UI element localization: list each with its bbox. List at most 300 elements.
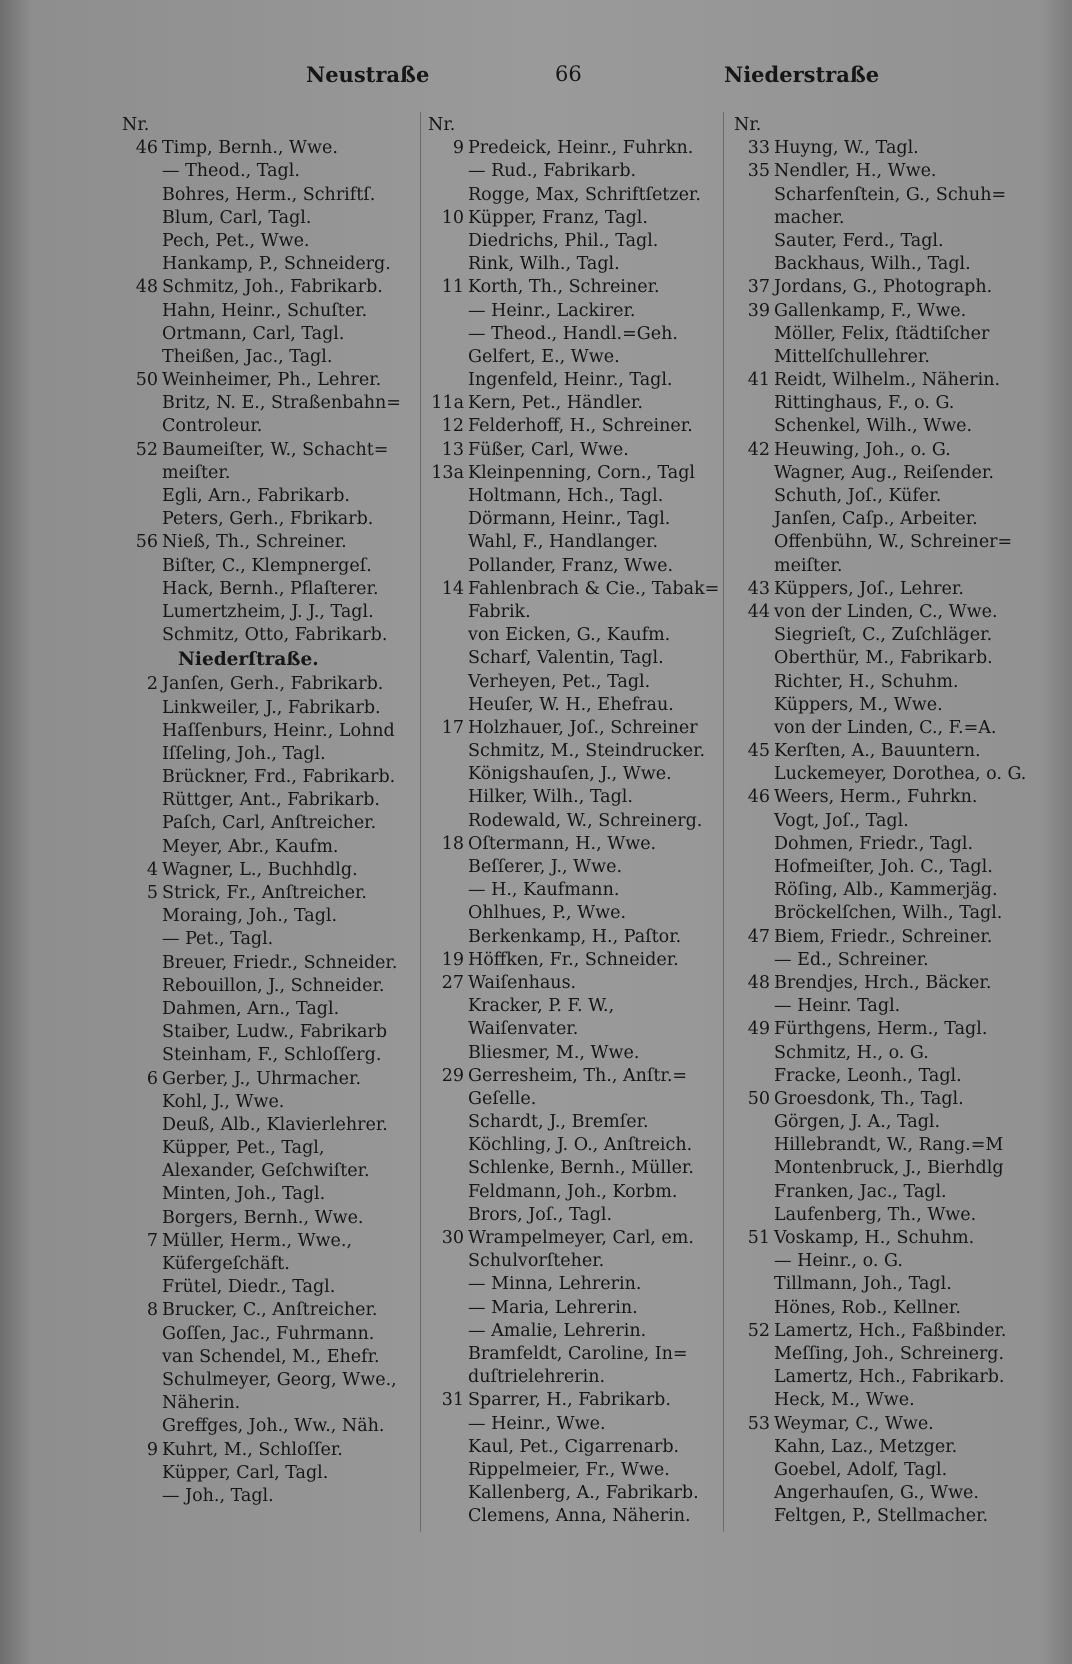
directory-entry — [118, 1044, 438, 1067]
entry-text: Gerber, J., Uhrmacher. — [162, 1068, 362, 1089]
entry-text: Strick, Fr., Anſtreicher. — [162, 883, 367, 903]
directory-entry — [730, 392, 1060, 415]
entry-text: Niederſtraße. — [178, 649, 319, 671]
entry-text: Kaul, Pet., Cigarrenarb. — [468, 1436, 680, 1457]
house-number: 4 — [146, 859, 158, 880]
directory-entry — [424, 137, 744, 160]
directory-entry — [730, 1088, 1060, 1111]
entry-text: Dahmen, Arn., Tagl. — [162, 998, 340, 1019]
directory-entry — [118, 601, 438, 624]
entry-text: Küpper, Carl, Tagl. — [162, 1462, 329, 1483]
entry-text: Schlenke, Bernh., Müller. — [468, 1158, 694, 1179]
directory-entry — [730, 671, 1060, 694]
directory-entry — [118, 1346, 438, 1369]
directory-entry — [730, 1436, 1060, 1459]
directory-entry — [424, 671, 744, 694]
directory-entry — [730, 1389, 1060, 1412]
directory-entry — [424, 879, 744, 902]
entry-text: Schulvorſteher. — [468, 1251, 605, 1272]
entry-text: — Theod., Tagl. — [162, 161, 300, 182]
entry-text: meiſter. — [774, 555, 843, 576]
directory-entry — [118, 882, 438, 905]
entry-text: — Amalie, Lehrerin. — [468, 1320, 647, 1341]
entry-text: Füßer, Carl, Wwe. — [468, 439, 629, 460]
entry-text: Kahn, Laz., Metzger. — [774, 1436, 958, 1457]
directory-entry — [730, 1134, 1060, 1157]
entry-text: Fahlenbrach & Cie., Tabak= — [468, 578, 720, 599]
entry-text: Heuſer, W. H., Ehefrau. — [468, 694, 674, 715]
directory-entry — [730, 740, 1060, 763]
entry-text: Jordans, G., Photograph. — [774, 277, 993, 298]
directory-entry — [118, 1021, 438, 1044]
entry-text: meiſter. — [162, 462, 231, 483]
directory-entry — [730, 972, 1060, 995]
directory-entry — [730, 624, 1060, 647]
entry-text: Waiſenhaus. — [468, 972, 577, 993]
entry-text: Schuth, Joſ., Küfer. — [774, 486, 942, 506]
entry-text: Schmitz, Joh., Fabrikarb. — [162, 277, 383, 298]
entry-text: Greffges, Joh., Ww., Näh. — [162, 1416, 385, 1437]
entry-text: Lumertzheim, J. J., Tagl. — [162, 601, 374, 622]
directory-entry — [730, 717, 1060, 740]
directory-entry — [424, 786, 744, 809]
entry-text: Nr. — [122, 115, 150, 135]
house-number: 8 — [146, 1300, 158, 1321]
directory-entry — [730, 786, 1060, 809]
directory-entry — [424, 253, 744, 276]
house-number: 41 — [747, 370, 770, 391]
entry-text: Rüttger, Ant., Fabrikarb. — [162, 790, 380, 811]
house-number: 29 — [441, 1065, 464, 1086]
entry-text: Kuhrt, M., Schloſſer. — [162, 1439, 343, 1460]
directory-entry — [424, 1436, 744, 1459]
entry-text: Hönes, Rob., Kellner. — [774, 1297, 961, 1318]
entry-text: Steinham, F., Schloſſerg. — [162, 1045, 382, 1066]
house-number: 56 — [135, 532, 158, 553]
house-number: 27 — [441, 972, 464, 993]
entry-text: Borgers, Bernh., Wwe. — [162, 1207, 364, 1228]
entry-text: Egli, Arn., Fabrikarb. — [162, 486, 350, 506]
directory-entry — [730, 1250, 1060, 1273]
directory-entry — [730, 462, 1060, 485]
house-number: 46 — [135, 138, 158, 159]
house-number: 18 — [441, 833, 464, 854]
house-number: 7 — [146, 1230, 158, 1251]
entry-text: — Heinr., Wwe. — [468, 1413, 606, 1434]
house-number: 9 — [146, 1439, 158, 1460]
entry-text: — Minna, Lehrerin. — [468, 1274, 642, 1295]
directory-entry — [730, 230, 1060, 253]
directory-entry — [118, 998, 438, 1021]
directory-entry — [118, 578, 438, 601]
entry-text: Ohlhues, P., Wwe. — [468, 903, 627, 924]
directory-entry — [424, 717, 744, 740]
directory-entry — [424, 1204, 744, 1227]
directory-entry — [118, 1369, 438, 1392]
entry-text: Pech, Pet., Wwe. — [162, 230, 310, 251]
directory-entry — [424, 1157, 744, 1180]
directory-entry — [730, 1042, 1060, 1065]
entry-text: Richter, H., Schuhm. — [774, 671, 959, 692]
directory-entry — [730, 902, 1060, 925]
entry-text: Offenbühn, W., Schreiner= — [774, 532, 1013, 553]
directory-entry — [118, 859, 438, 882]
entry-text: von der Linden, C., F.=A. — [774, 717, 997, 738]
directory-entry — [424, 300, 744, 323]
entry-text: Minten, Joh., Tagl. — [162, 1184, 326, 1205]
entry-text: Ortmann, Carl, Tagl. — [162, 323, 345, 344]
entry-text: Rippelmeier, Fr., Wwe. — [468, 1459, 670, 1480]
entry-text: Müller, Herm., Wwe., — [162, 1230, 353, 1251]
entry-text: Königshauſen, J., Wwe. — [468, 764, 672, 785]
entry-text: duſtrielehrerin. — [468, 1367, 606, 1388]
entry-text: Nr. — [428, 115, 456, 135]
directory-entry — [118, 1439, 438, 1462]
entry-text: Biem, Friedr., Schreiner. — [774, 926, 993, 947]
entry-text: macher. — [774, 207, 845, 228]
directory-entry — [424, 740, 744, 763]
house-number: 48 — [747, 972, 770, 993]
entry-text: Korth, Th., Schreiner. — [468, 277, 660, 298]
directory-entry — [118, 346, 438, 369]
entry-text: Biſter, C., Klempnergeſ. — [162, 555, 372, 576]
directory-entry — [424, 439, 744, 462]
directory-entry — [424, 902, 744, 925]
directory-entry — [730, 1297, 1060, 1320]
entry-text: Moraing, Joh., Tagl. — [162, 906, 338, 927]
directory-entry — [424, 1389, 744, 1412]
directory-entry — [118, 1207, 438, 1230]
entry-text: Iſſeling, Joh., Tagl. — [162, 743, 326, 764]
directory-entry — [118, 1114, 438, 1137]
directory-entry — [424, 184, 744, 207]
house-number: 53 — [747, 1413, 770, 1434]
entry-text: — Joh., Tagl. — [162, 1485, 274, 1506]
house-number: 35 — [747, 161, 770, 182]
directory-entry — [730, 694, 1060, 717]
directory-entry — [424, 1134, 744, 1157]
directory-entry — [424, 1227, 744, 1250]
entry-text: Montenbruck, J., Bierhdlg — [774, 1158, 1004, 1179]
column-header — [424, 114, 744, 137]
entry-text: Heck, M., Wwe. — [774, 1390, 915, 1411]
directory-entry — [118, 137, 438, 160]
entry-text: Baumeiſter, W., Schacht= — [162, 439, 389, 460]
entry-text: Sauter, Ferd., Tagl. — [774, 230, 944, 251]
entry-text: Vogt, Joſ., Tagl. — [774, 810, 909, 831]
entry-text: Theißen, Jac., Tagl. — [162, 346, 333, 367]
directory-entry — [424, 647, 744, 670]
entry-text: Hilker, Wilh., Tagl. — [468, 787, 633, 808]
entry-text: Kallenberg, A., Fabrikarb. — [468, 1483, 699, 1504]
directory-entry — [730, 184, 1060, 207]
entry-text: Meyer, Abr., Kaufm. — [162, 836, 339, 857]
directory-entry — [118, 415, 438, 438]
entry-text: Rogge, Max, Schriftſetzer. — [468, 184, 701, 205]
entry-text: Holzhauer, Joſ., Schreiner — [468, 717, 698, 738]
directory-entry — [730, 926, 1060, 949]
entry-text: — Rud., Fabrikarb. — [468, 161, 637, 182]
directory-entry — [118, 1323, 438, 1346]
entry-text: Lamertz, Hch., Fabrikarb. — [774, 1367, 1005, 1388]
entry-text: — H., Kaufmann. — [468, 880, 620, 901]
directory-entry — [424, 392, 744, 415]
directory-entry — [730, 253, 1060, 276]
directory-entry — [118, 766, 438, 789]
directory-entry — [118, 439, 438, 462]
directory-entry — [424, 578, 744, 601]
directory-entry — [424, 207, 744, 230]
house-number: 52 — [747, 1320, 770, 1341]
house-number: 19 — [441, 949, 464, 970]
directory-entry — [118, 1415, 438, 1438]
directory-entry — [424, 1111, 744, 1134]
entry-text: Rittinghaus, F., o. G. — [774, 393, 955, 414]
entry-text: Möller, Felix, ſtädtiſcher — [774, 323, 990, 344]
entry-text: Goebel, Adolf, Tagl. — [774, 1459, 948, 1480]
entry-text: Wrampelmeyer, Carl, em. — [468, 1228, 694, 1248]
entry-text: Franken, Jac., Tagl. — [774, 1181, 947, 1202]
directory-entry — [424, 1088, 744, 1111]
directory-entry — [118, 928, 438, 951]
directory-entry — [730, 949, 1060, 972]
directory-entry — [424, 1459, 744, 1482]
directory-entry — [424, 508, 744, 531]
entry-text: Deuß, Alb., Klavierlehrer. — [162, 1114, 388, 1135]
house-number: 6 — [146, 1068, 158, 1089]
directory-column-1 — [118, 114, 438, 1508]
entry-text: Bramfeldt, Caroline, In= — [468, 1343, 688, 1364]
directory-column-3 — [730, 114, 1060, 1528]
directory-entry — [730, 1273, 1060, 1296]
entry-text: Beſſerer, J., Wwe. — [468, 857, 623, 877]
entry-text: Schardt, J., Bremſer. — [468, 1112, 649, 1133]
entry-text: Kracker, P. F. W., — [468, 996, 615, 1017]
entry-text: Luckemeyer, Dorothea, o. G. — [774, 764, 1027, 785]
house-number: 30 — [441, 1228, 464, 1248]
entry-text: Breuer, Friedr., Schneider. — [162, 952, 398, 973]
directory-entry — [730, 601, 1060, 624]
directory-entry — [424, 1343, 744, 1366]
entry-text: Kerſten, A., Bauuntern. — [774, 741, 981, 762]
house-number: 39 — [747, 300, 770, 321]
entry-text: Blum, Carl, Tagl. — [162, 207, 312, 228]
directory-entry — [424, 1065, 744, 1088]
entry-text: Diedrichs, Phil., Tagl. — [468, 230, 659, 251]
directory-entry — [424, 276, 744, 299]
house-number: 14 — [441, 578, 464, 599]
directory-entry — [424, 1413, 744, 1436]
entry-text: Scharfenſtein, G., Schuh= — [774, 184, 1007, 205]
directory-entry — [118, 323, 438, 346]
directory-entry — [730, 995, 1060, 1018]
entry-text: Brucker, C., Anſtreicher. — [162, 1300, 378, 1321]
entry-text: Bliesmer, M., Wwe. — [468, 1042, 640, 1063]
directory-entry — [730, 856, 1060, 879]
directory-entry — [118, 720, 438, 743]
house-number: 11 — [441, 277, 464, 298]
entry-text: Waiſenvater. — [468, 1019, 579, 1040]
directory-entry — [730, 810, 1060, 833]
entry-text: Schmitz, H., o. G. — [774, 1042, 929, 1063]
directory-entry — [424, 555, 744, 578]
directory-entry — [424, 601, 744, 624]
entry-text: Angerhauſen, G., Wwe. — [774, 1483, 979, 1504]
column-header — [118, 114, 438, 137]
directory-entry — [424, 1273, 744, 1296]
entry-text: Fürthgens, Herm., Tagl. — [774, 1019, 988, 1040]
house-number: 37 — [747, 277, 770, 298]
directory-entry — [424, 1297, 744, 1320]
entry-text: Wahl, F., Handlanger. — [468, 532, 659, 553]
house-number: 11a — [431, 393, 464, 414]
entry-text: Predeick, Heinr., Fuhrkn. — [468, 138, 694, 159]
entry-text: Rink, Wilh., Tagl. — [468, 254, 620, 275]
directory-entry — [424, 230, 744, 253]
entry-text: Siegrieſt, C., Zuſchläger. — [774, 625, 993, 646]
entry-text: Voskamp, H., Schuhm. — [774, 1228, 975, 1248]
entry-text: Brendjes, Hrch., Bäcker. — [774, 972, 992, 993]
entry-text: Nieß, Th., Schreiner. — [162, 532, 347, 553]
directory-entry — [118, 697, 438, 720]
entry-text: Reidt, Wilhelm., Näherin. — [774, 370, 1001, 391]
entry-text: Haſſenburs, Heinr., Lohnd — [162, 720, 395, 741]
house-number: 50 — [747, 1088, 770, 1109]
entry-text: Oberthür, M., Fabrikarb. — [774, 648, 993, 669]
entry-text: — Heinr., o. G. — [774, 1251, 903, 1272]
entry-text: Küpper, Pet., Tagl, — [162, 1138, 325, 1159]
entry-text: Hofmeiſter, Joh. C., Tagl. — [774, 857, 993, 877]
directory-entry — [424, 1042, 744, 1065]
directory-entry — [424, 323, 744, 346]
entry-text: Schulmeyer, Georg, Wwe., — [162, 1369, 397, 1390]
entry-text: Goſſen, Jac., Fuhrmann. — [162, 1323, 375, 1344]
house-number: 52 — [135, 439, 158, 460]
directory-entry — [424, 1018, 744, 1041]
directory-entry — [730, 1413, 1060, 1436]
directory-entry — [730, 1459, 1060, 1482]
directory-entry — [118, 836, 438, 859]
entry-text: Kohl, J., Wwe. — [162, 1091, 285, 1112]
directory-entry — [118, 952, 438, 975]
directory-entry — [424, 462, 744, 485]
directory-entry — [118, 1091, 438, 1114]
directory-entry — [730, 1018, 1060, 1041]
directory-entry — [118, 789, 438, 812]
entry-text: Staiber, Ludw., Fabrikarb — [162, 1022, 388, 1043]
entry-text: Hillebrandt, W., Rang.=M — [774, 1135, 1004, 1156]
entry-text: Bröckelſchen, Wilh., Tagl. — [774, 903, 1003, 924]
directory-entry — [730, 555, 1060, 578]
entry-text: Nendler, H., Wwe. — [774, 161, 937, 182]
directory-entry — [118, 1183, 438, 1206]
directory-entry — [118, 1137, 438, 1160]
directory-entry — [424, 415, 744, 438]
house-number: 9 — [452, 138, 464, 159]
directory-entry — [424, 926, 744, 949]
directory-entry — [424, 810, 744, 833]
directory-entry — [118, 1276, 438, 1299]
directory-entry — [118, 207, 438, 230]
entry-text: — Heinr., Lackirer. — [468, 300, 636, 321]
directory-entry — [424, 1482, 744, 1505]
entry-text: Köchling, J. O., Anſtreich. — [468, 1135, 693, 1156]
directory-entry — [118, 1485, 438, 1508]
house-number: 46 — [747, 787, 770, 808]
directory-entry — [424, 995, 744, 1018]
directory-entry — [118, 743, 438, 766]
directory-entry — [424, 763, 744, 786]
directory-entry — [118, 975, 438, 998]
section-heading — [118, 647, 438, 673]
directory-entry — [118, 555, 438, 578]
entry-text: — Theod., Handl.=Geh. — [468, 323, 678, 344]
entry-text: Weymar, C., Wwe. — [774, 1413, 934, 1434]
directory-entry — [730, 323, 1060, 346]
entry-text: Gelfert, E., Wwe. — [468, 346, 620, 367]
entry-text: Hack, Bernh., Pflaſterer. — [162, 578, 379, 599]
column-header — [730, 114, 1060, 137]
entry-text: Hahn, Heinr., Schuſter. — [162, 300, 368, 321]
directory-entry — [118, 624, 438, 647]
house-number: 13a — [431, 462, 464, 483]
entry-text: Feldmann, Joh., Korbm. — [468, 1181, 678, 1202]
house-number: 48 — [135, 277, 158, 298]
entry-text: Oſtermann, H., Wwe. — [468, 833, 657, 854]
house-number: 12 — [441, 416, 464, 437]
directory-entry — [730, 1505, 1060, 1528]
entry-text: Janſen, Caſp., Arbeiter. — [774, 509, 978, 530]
entry-text: Feltgen, P., Stellmacher. — [774, 1506, 989, 1527]
directory-entry — [424, 160, 744, 183]
directory-entry — [730, 300, 1060, 323]
directory-entry — [424, 1250, 744, 1273]
directory-entry — [424, 833, 744, 856]
entry-text: Küppers, Joſ., Lehrer. — [774, 578, 964, 599]
page-number: 66 — [555, 62, 582, 86]
directory-entry — [730, 439, 1060, 462]
directory-entry — [730, 346, 1060, 369]
house-number: 17 — [441, 717, 464, 738]
entry-text: van Schendel, M., Ehefr. — [162, 1346, 380, 1367]
house-number: 45 — [747, 741, 770, 762]
directory-entry — [424, 1505, 744, 1528]
directory-entry — [730, 833, 1060, 856]
entry-text: Clemens, Anna, Näherin. — [468, 1506, 691, 1527]
directory-entry — [424, 1320, 744, 1343]
entry-text: — Pet., Tagl. — [162, 929, 274, 950]
entry-text: Gallenkamp, F., Wwe. — [774, 300, 967, 321]
entry-text: Schmitz, M., Steindrucker. — [468, 741, 706, 762]
entry-text: Frütel, Diedr., Tagl. — [162, 1277, 336, 1298]
directory-entry — [118, 230, 438, 253]
directory-entry — [118, 253, 438, 276]
directory-entry — [118, 1462, 438, 1485]
directory-entry — [118, 300, 438, 323]
directory-entry — [730, 1366, 1060, 1389]
directory-entry — [118, 1068, 438, 1091]
entry-text: von Eicken, G., Kaufm. — [468, 625, 671, 646]
directory-entry — [730, 1065, 1060, 1088]
entry-text: Gerresheim, Th., Anſtr.= — [468, 1065, 688, 1086]
entry-text: Mittelſchullehrer. — [774, 346, 930, 367]
entry-text: Linkweiler, J., Fabrikarb. — [162, 697, 381, 718]
entry-text: — Maria, Lehrerin. — [468, 1297, 638, 1318]
entry-text: Controleur. — [162, 416, 263, 437]
entry-text: Paſch, Carl, Anſtreicher. — [162, 813, 377, 834]
entry-text: Meſſing, Joh., Schreinerg. — [774, 1343, 1005, 1364]
entry-text: Alexander, Geſchwiſter. — [162, 1161, 370, 1182]
